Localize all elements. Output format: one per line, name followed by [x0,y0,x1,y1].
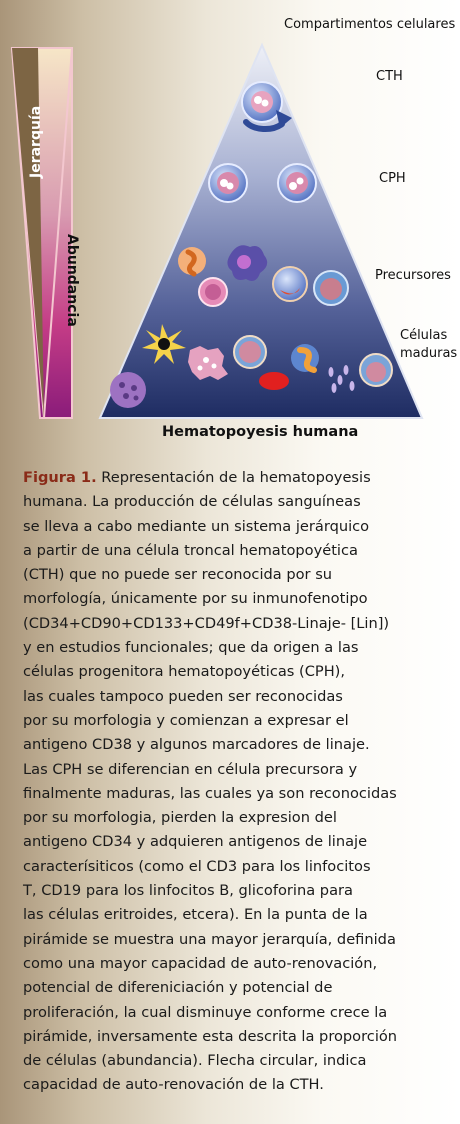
caption-line: células progenitora hematopoyéticas (CPH), [23,663,346,681]
caption-line: proliferación, la cual disminuye conforme crece la [23,1003,388,1021]
caption-line: de células (abundancia). Flecha circular, indica [23,1052,367,1070]
level-cth: CTH [376,69,403,84]
caption-line: potencial de difereniciación y potencial de [23,979,333,997]
caption-line: pirámide se muestra una mayor jerarquía, definida [23,930,396,948]
level-precursores: Precursores [375,268,451,283]
abundance-label: Abundancia [64,234,80,327]
caption-line: a partir de una célula troncal hematopoyética [23,541,358,559]
caption-line: antigeno CD34 y adquieren antigenos de linaje [23,833,368,851]
caption-line: caracterísiticos (como el CD3 para los linfocitos [23,857,371,875]
pyramid-graphic [0,0,460,450]
compartments-header: Compartimentos celulares [284,17,456,32]
caption-line: pirámide, inversamente esta descrita la proporción [23,1027,398,1045]
caption-line: se lleva a cabo mediante un sistema jerárquico [23,517,370,535]
caption-line: (CTH) que no puede ser reconocida por su [23,566,333,584]
level-celulas: Células [400,328,448,343]
caption-line: y en estudios funcionales; que da origen a las [23,639,359,657]
caption-line: morfología, únicamente por su inmunofenotipo [23,590,368,608]
figure-caption [23,466,453,1098]
caption-line: Figura 1. Representación de la hematopoyesis [23,469,371,486]
caption-line: Las CPH se diferencian en célula precursora y [23,760,358,778]
caption-line: las cuales tampoco pueden ser reconocidas [23,687,343,705]
pyramid-title: Hematopoyesis humana [162,424,359,440]
caption-line: T, CD19 para los linfocitos B, glicoforina para [23,882,353,900]
caption-line: por su morfologia, pierden la expresion del [23,809,337,827]
caption-line: humana. La producción de células sanguíneas [23,493,361,511]
caption-line: las células eritroides, etcera). En la punta de la [23,906,368,924]
level-maduras: maduras [400,346,458,361]
hierarchy-label: Jerarquía [28,105,44,178]
hematopoiesis-figure [0,0,460,450]
caption-line: como una mayor capacidad de auto-renovación, [23,954,378,972]
hierarchy-abundance-bar [12,48,72,418]
caption-line: (CD34+CD90+CD133+CD49f+CD38-Linaje- [Lin]) [23,614,390,632]
level-cph: CPH [379,171,406,186]
caption-line: por su morfologia y comienzan a expresar el [23,711,349,729]
caption-line: capacidad de auto-renovación de la CTH. [23,1076,324,1094]
caption-line: finalmente maduras, las cuales ya son reconocidas [23,784,397,802]
figure-label: Figura 1. [23,469,97,486]
cth-stem-cell [242,82,282,122]
caption-line: antigeno CD38 y algunos marcadores de linaje. [23,736,370,754]
